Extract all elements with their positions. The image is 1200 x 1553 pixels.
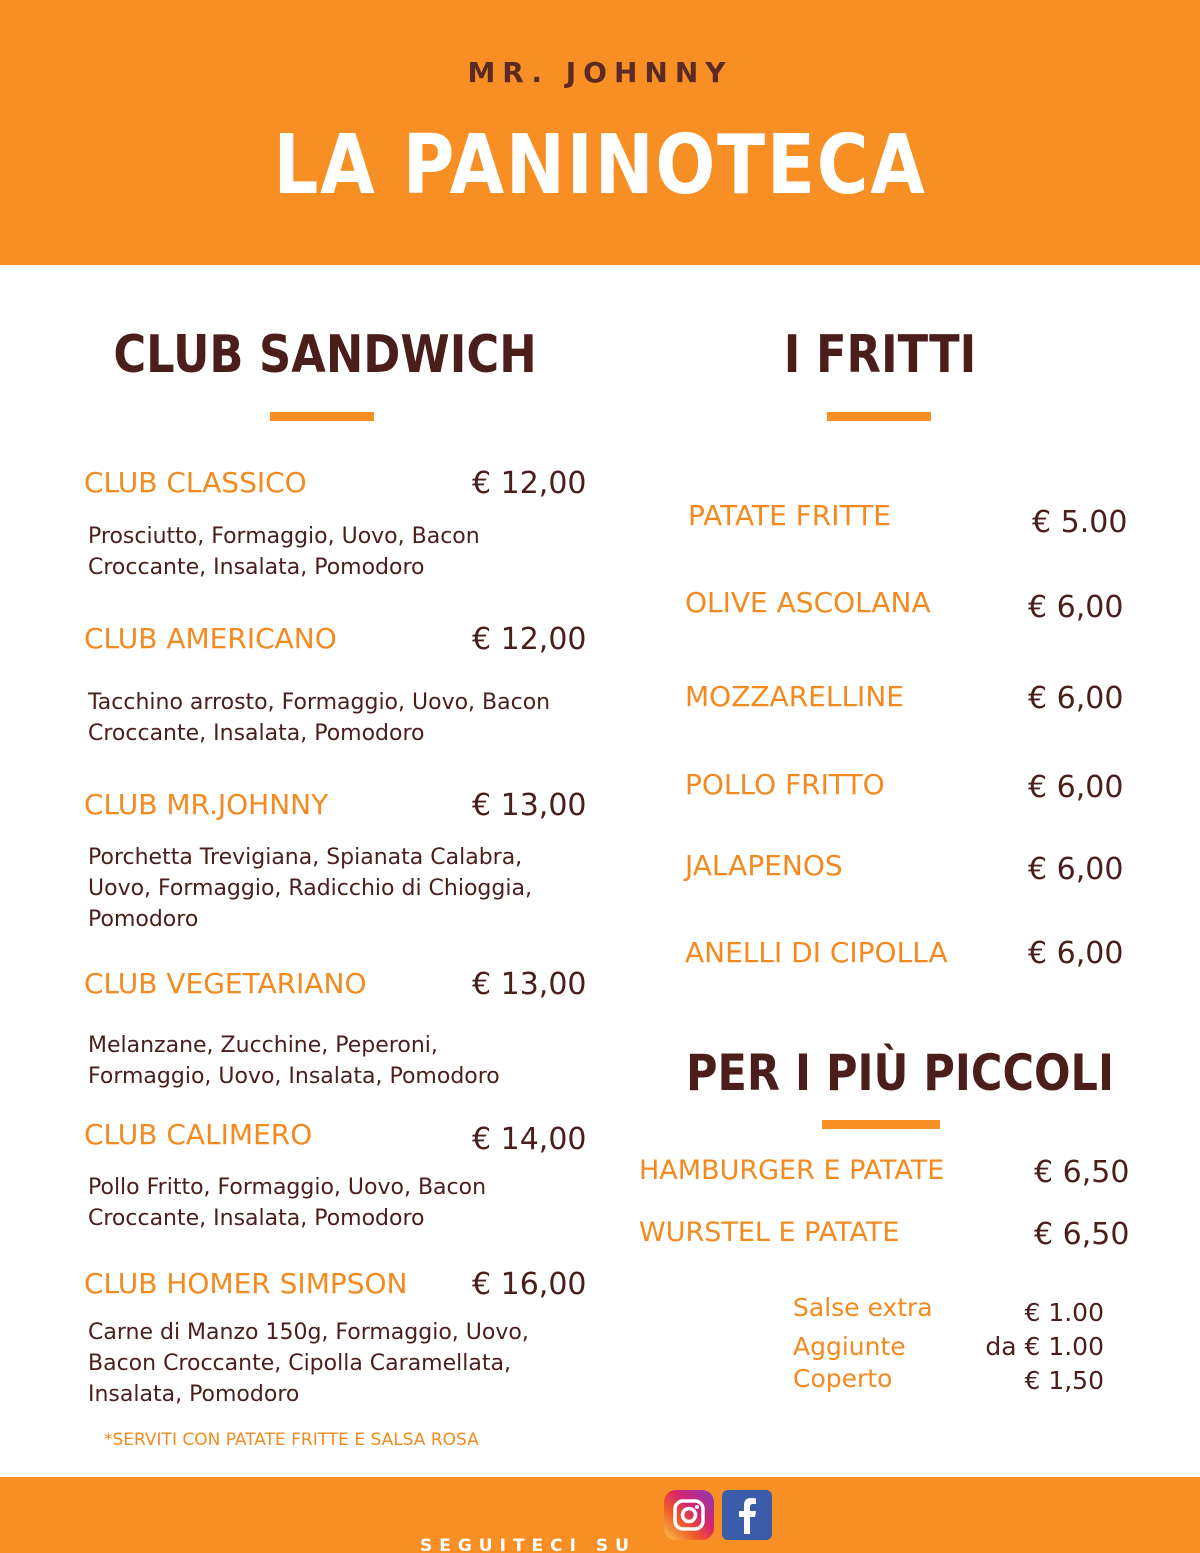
menu-item-price: € 6,50: [1034, 1155, 1130, 1190]
menu-item-price: € 12,00: [472, 466, 587, 501]
menu-item-name: ANELLI DI CIPOLLA: [685, 936, 948, 969]
menu-item-description: Porchetta Trevigiana, Spianata Calabra, Uovo, Formaggio, Radicchio di Chioggia, Pomodoro: [88, 845, 532, 932]
menu-item-name: WURSTEL E PATATE: [639, 1217, 900, 1248]
footnote: *SERVITI CON PATATE FRITTE E SALSA ROSA: [104, 1430, 479, 1450]
menu-item-price: € 6,00: [1028, 770, 1124, 805]
brand-name: MR. JOHNNY: [467, 56, 733, 89]
instagram-glyph: [664, 1490, 714, 1540]
extra-label: Aggiunte: [793, 1332, 906, 1361]
menu-item-name: OLIVE ASCOLANA: [685, 586, 931, 619]
menu-item-price: € 13,00: [472, 967, 587, 1002]
menu-item-price: € 6,00: [1028, 590, 1124, 625]
menu-item-name: CLUB AMERICANO: [84, 622, 337, 655]
menu-item-price: € 13,00: [472, 788, 587, 823]
extra-label: Coperto: [793, 1364, 893, 1393]
menu-item-name: CLUB CALIMERO: [84, 1118, 313, 1151]
menu-item-price: € 6,50: [1034, 1217, 1130, 1252]
menu-item-name: CLUB HOMER SIMPSON: [84, 1267, 408, 1300]
menu-item-price: € 6,00: [1028, 936, 1124, 971]
menu-item-description: Pollo Fritto, Formaggio, Uovo, Bacon Croccante, Insalata, Pomodoro: [88, 1175, 487, 1231]
section-divider: [827, 412, 931, 421]
menu-item-name: MOZZARELLINE: [685, 680, 904, 713]
menu-item-description: Tacchino arrosto, Formaggio, Uovo, Bacon Croccante, Insalata, Pomodoro: [88, 690, 551, 746]
menu-item-name: CLUB VEGETARIANO: [84, 967, 367, 1000]
menu-item-description: Melanzane, Zucchine, Peperoni, Formaggio, Uovo, Insalata, Pomodoro: [88, 1033, 500, 1089]
menu-item-price: € 6,00: [1028, 852, 1124, 887]
menu-item-name: JALAPENOS: [685, 849, 843, 882]
section-divider: [822, 1120, 940, 1129]
menu-item-name: CLUB MR.JOHNNY: [84, 788, 329, 821]
extra-price: € 1,50: [1024, 1366, 1104, 1395]
menu-item-name: CLUB CLASSICO: [84, 466, 307, 499]
section-divider: [270, 412, 374, 421]
menu-item-name: POLLO FRITTO: [685, 768, 885, 801]
menu-item-description: Carne di Manzo 150g, Formaggio, Uovo, Bacon Croccante, Cipolla Caramellata, Insalata, Pomodoro: [88, 1320, 529, 1407]
section-title-piccoli: PER I PIÙ PICCOLI: [686, 1044, 1114, 1102]
extra-label: Salse extra: [793, 1293, 933, 1322]
section-title-fritti: I FRITTI: [783, 325, 977, 385]
menu-item-description: Prosciutto, Formaggio, Uovo, Bacon Croccante, Insalata, Pomodoro: [88, 524, 480, 580]
facebook-glyph: [722, 1490, 772, 1540]
section-title-club-sandwich: CLUB SANDWICH: [113, 325, 537, 385]
menu-item-price: € 6,00: [1028, 681, 1124, 716]
menu-item-price: € 16,00: [472, 1267, 587, 1302]
instagram-icon[interactable]: [664, 1490, 714, 1540]
extra-price: € 1.00: [1024, 1298, 1104, 1327]
menu-item-name: HAMBURGER E PATATE: [639, 1155, 945, 1186]
page-title: LA PANINOTECA: [273, 118, 927, 213]
menu-item-name: PATATE FRITTE: [688, 499, 891, 532]
facebook-icon[interactable]: [722, 1490, 772, 1540]
follow-label: SEGUITECI SU: [420, 1536, 636, 1553]
menu-item-price: € 12,00: [472, 622, 587, 657]
menu-item-price: € 5.00: [1032, 505, 1128, 540]
menu-item-price: € 14,00: [472, 1122, 587, 1157]
extra-price: da € 1.00: [985, 1332, 1104, 1361]
